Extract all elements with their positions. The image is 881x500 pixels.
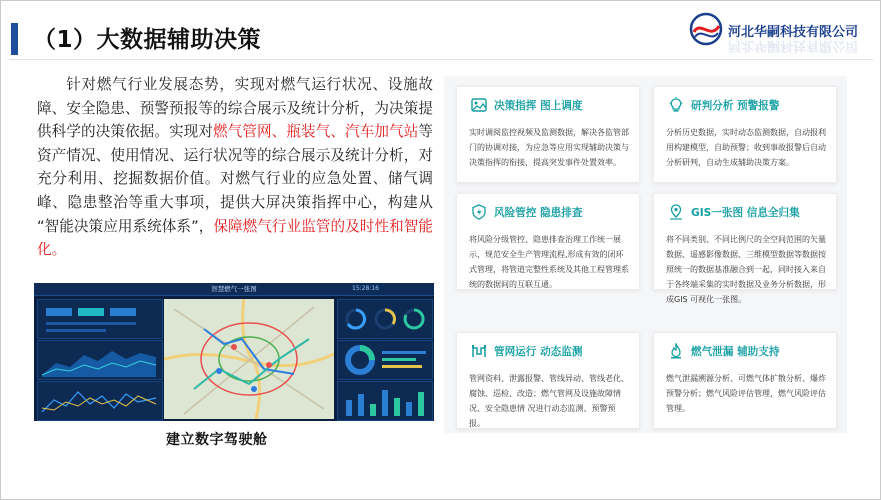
company-name-reflection: 河北华嗣科技有限公司 bbox=[728, 38, 859, 53]
dashboard-map bbox=[164, 299, 334, 419]
map-picture-icon bbox=[471, 97, 487, 113]
pipeline-icon bbox=[471, 343, 487, 359]
title-accent-bar bbox=[11, 23, 18, 55]
donut-graphic bbox=[338, 341, 432, 379]
area-chart-graphic bbox=[38, 341, 162, 379]
card-description: 分析历史数据，实时动态监测数据，自动报利用构建模型，自助预警；收到事故报警后自动分析研判，自动生成辅助决策方案。 bbox=[666, 128, 826, 167]
dashboard-panel-line-chart bbox=[37, 381, 163, 421]
card-description: 将风险分级管控、隐患排查治理工作统一展示，规范安全生产管理流程,形成有效的闭环式管理，将管道完整性系统及其他工程管理系统的数据间的互联互通。 bbox=[469, 235, 629, 289]
dashboard-topbar bbox=[34, 283, 434, 296]
dashboard-panel-stats bbox=[37, 299, 163, 339]
intro-text-2: 等资产情况、使用情况、运行状况等的综合展示及统计分析，对充分利用、挖掘数据价值。对燃气行业的应急处置、储气调峰、隐患整治等重大事项，提供大屏决策指挥中心，构建从 “智能决策应用系统体系”， bbox=[37, 123, 433, 235]
feature-panel bbox=[444, 76, 847, 433]
intro-highlight-2: 保障燃气行业监管的及时性和智能化。 bbox=[37, 217, 433, 259]
dashboard-panel-bars bbox=[337, 381, 433, 421]
feature-card-pipeline bbox=[456, 332, 640, 429]
card-title: 燃气泄漏 辅助支持 bbox=[691, 345, 780, 358]
dashboard-caption: 建立数字驾驶舱 bbox=[166, 432, 268, 448]
feature-card-analysis bbox=[653, 86, 837, 183]
feature-card-command bbox=[456, 86, 640, 183]
header-divider bbox=[9, 59, 873, 60]
intro-text-1: 针对燃气行业发展态势，实现对燃气运行状况、设施故障、安全隐患、预警预报等的综合展示及统计分析，为决策提供科学的决策依据。实现对 bbox=[37, 76, 433, 141]
feature-card-gis bbox=[653, 193, 837, 304]
page-title: （1）大数据辅助决策 bbox=[33, 27, 262, 53]
dashboard-screen-title: 智慧燃气一张图 bbox=[211, 285, 257, 293]
gauges-graphic bbox=[338, 300, 432, 338]
card-title: 决策指挥 图上调度 bbox=[494, 99, 583, 112]
intro-paragraph bbox=[37, 73, 433, 262]
location-pin-icon bbox=[668, 204, 684, 220]
dashboard-clock: 15:28:16 bbox=[352, 285, 379, 292]
card-description: 将不同类别、不同比例尺的全空间范围的矢量数据、遥感影像数据、三维模型数据等数据按照统一的数据基准融合到一起，同时接入来自于各终端采集的实时数据及业务分析数据，形成GIS 可视化一张图。 bbox=[666, 235, 826, 304]
shield-bolt-icon bbox=[471, 204, 487, 220]
feature-card-risk bbox=[456, 193, 640, 290]
dashboard-panel-gauges bbox=[337, 299, 433, 339]
column-bars-graphic bbox=[338, 382, 432, 420]
stats-bars-graphic bbox=[38, 300, 162, 338]
line-chart-graphic bbox=[38, 382, 162, 420]
card-title: GIS一张图 信息全归集 bbox=[691, 206, 800, 219]
flame-icon bbox=[668, 343, 684, 359]
lightbulb-icon bbox=[668, 97, 684, 113]
intro-highlight-1: 燃气管网、瓶装气、汽车加气站 bbox=[213, 123, 419, 141]
card-title: 管网运行 动态监测 bbox=[494, 345, 583, 358]
feature-card-leak bbox=[653, 332, 837, 429]
card-description: 实时调阅监控视频及监测数据，解决各监管部门的协调对接，为应急等应用实现辅助决策与决策指挥的衔接，提高突发事件处置效率。 bbox=[469, 128, 629, 167]
card-description: 管网资料、泄露报警、管线异动、管线老化、腐蚀、巡检、改造；燃气管网及设施故障情况、安全隐患情 况进行动态监测、预警预报。 bbox=[469, 374, 629, 428]
card-title: 研判分析 预警报警 bbox=[691, 99, 780, 112]
dashboard-panel-area-chart bbox=[37, 340, 163, 380]
company-logo-icon bbox=[689, 12, 723, 46]
map-graphic bbox=[164, 299, 334, 419]
dashboard-panel-donut bbox=[337, 340, 433, 380]
company-name: 河北华嗣科技有限公司 bbox=[728, 25, 859, 40]
card-title: 风险管控 隐患排查 bbox=[494, 206, 583, 219]
card-description: 燃气泄漏溯源分析、可燃气体扩散分析、爆炸预警分析；燃气风险评估管理，燃气风险评估管理。 bbox=[666, 374, 826, 413]
dashboard-screenshot bbox=[34, 283, 434, 421]
